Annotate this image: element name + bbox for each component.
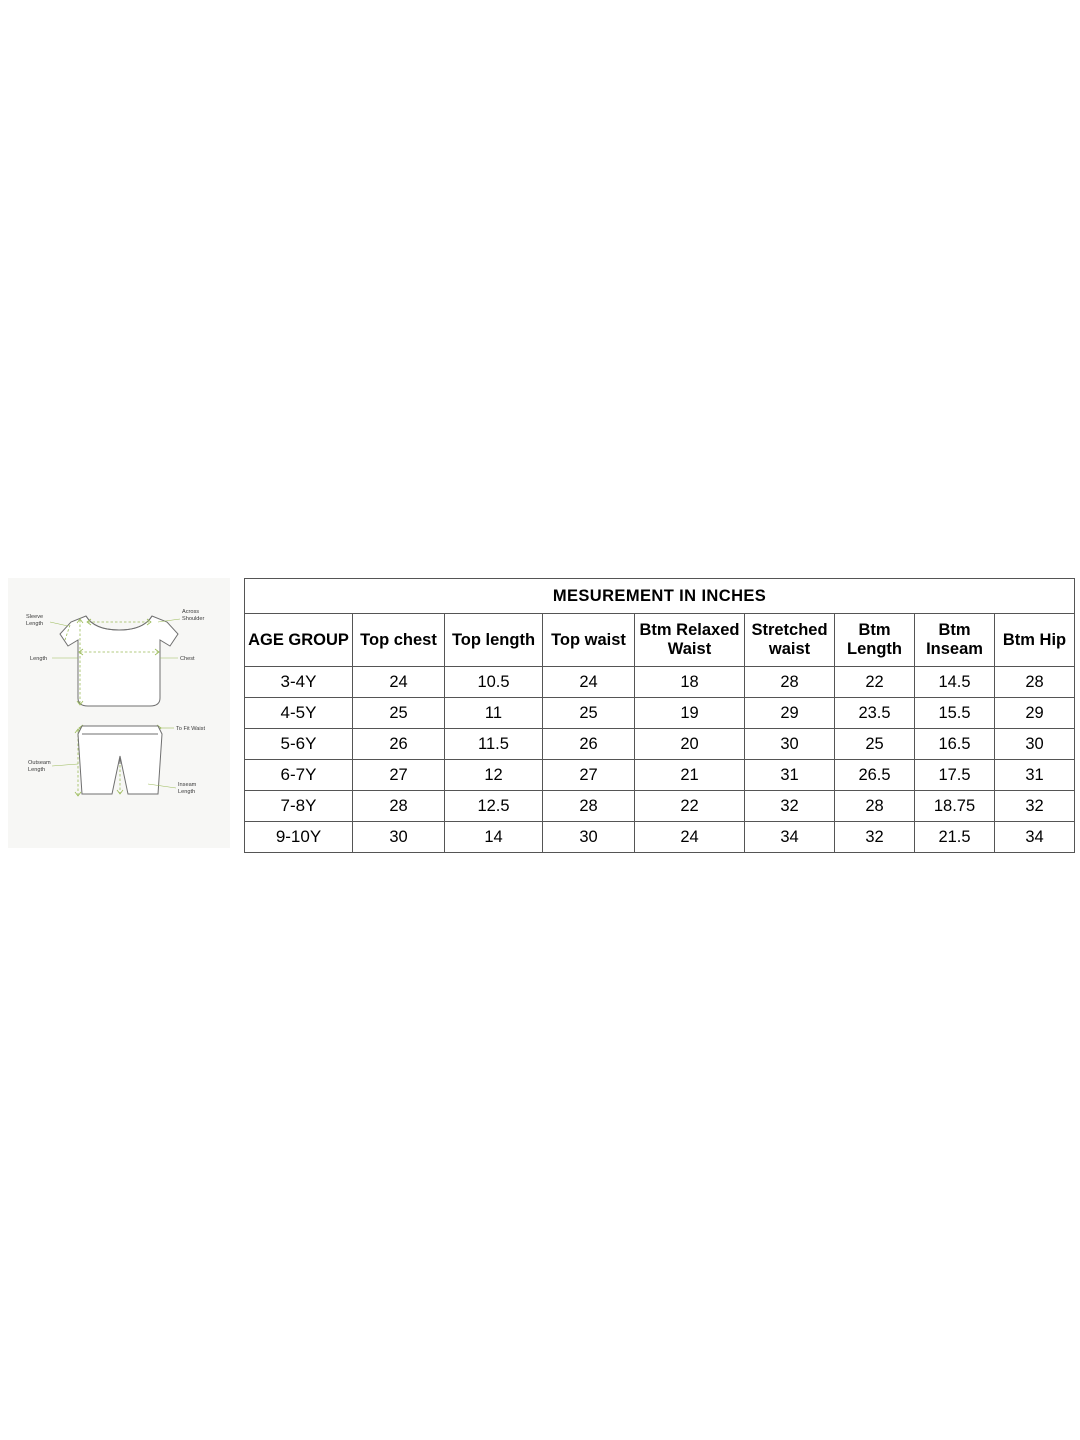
table-row (245, 729, 1075, 760)
column-header-age-group: AGE GROUP (245, 614, 353, 667)
cell-top-length: 14 (445, 822, 543, 853)
label-outseam-length: Outseam (28, 760, 51, 766)
cell-btm-inseam: 15.5 (915, 698, 995, 729)
cell-stretched-waist: 34 (745, 822, 835, 853)
cell-top-chest: 26 (353, 729, 445, 760)
cell-top-length: 12 (445, 760, 543, 791)
cell-age-group: 4-5Y (245, 698, 353, 729)
cell-btm-relaxed-waist: 18 (635, 667, 745, 698)
cell-age-group: 5-6Y (245, 729, 353, 760)
cell-top-chest: 24 (353, 667, 445, 698)
cell-btm-hip: 30 (995, 729, 1075, 760)
table-row (245, 760, 1075, 791)
table-title: MESUREMENT IN INCHES (245, 579, 1075, 614)
cell-top-chest: 27 (353, 760, 445, 791)
label-inseam-length-2: Length (178, 789, 196, 795)
table-header-row (245, 614, 1075, 667)
cell-top-waist: 30 (543, 822, 635, 853)
column-header-stretched-waist: Stretched waist (745, 614, 835, 667)
cell-btm-hip: 28 (995, 667, 1075, 698)
cell-top-waist: 25 (543, 698, 635, 729)
column-header-top-waist: Top waist (543, 614, 635, 667)
cell-top-waist: 26 (543, 729, 635, 760)
label-to-fit-waist: To Fit Waist (176, 726, 206, 732)
measurement-table-panel (244, 578, 1075, 853)
table-row (245, 667, 1075, 698)
column-header-btm-length: Btm Length (835, 614, 915, 667)
cell-top-waist: 24 (543, 667, 635, 698)
cell-age-group: 9-10Y (245, 822, 353, 853)
cell-top-length: 11.5 (445, 729, 543, 760)
cell-stretched-waist: 28 (745, 667, 835, 698)
cell-btm-relaxed-waist: 22 (635, 791, 745, 822)
cell-btm-length: 26.5 (835, 760, 915, 791)
cell-btm-hip: 31 (995, 760, 1075, 791)
cell-top-length: 11 (445, 698, 543, 729)
cell-top-waist: 28 (543, 791, 635, 822)
cell-age-group: 3-4Y (245, 667, 353, 698)
cell-top-chest: 25 (353, 698, 445, 729)
column-header-top-length: Top length (445, 614, 543, 667)
cell-age-group: 6-7Y (245, 760, 353, 791)
cell-btm-inseam: 18.75 (915, 791, 995, 822)
cell-btm-relaxed-waist: 24 (635, 822, 745, 853)
cell-stretched-waist: 30 (745, 729, 835, 760)
cell-stretched-waist: 31 (745, 760, 835, 791)
label-outseam-length-2: Length (28, 767, 46, 773)
table-row (245, 698, 1075, 729)
cell-btm-hip: 29 (995, 698, 1075, 729)
label-across-shoulder: Across (182, 609, 200, 615)
cell-btm-length: 32 (835, 822, 915, 853)
cell-top-chest: 28 (353, 791, 445, 822)
cell-btm-inseam: 17.5 (915, 760, 995, 791)
cell-top-waist: 27 (543, 760, 635, 791)
label-length: Length (30, 656, 48, 662)
cell-btm-length: 28 (835, 791, 915, 822)
column-header-btm-hip: Btm Hip (995, 614, 1075, 667)
cell-btm-inseam: 16.5 (915, 729, 995, 760)
cell-age-group: 7-8Y (245, 791, 353, 822)
label-sleeve-length: Sleeve (26, 614, 44, 620)
label-chest: Chest (180, 656, 195, 662)
size-chart (8, 578, 1072, 853)
cell-btm-relaxed-waist: 20 (635, 729, 745, 760)
cell-top-length: 10.5 (445, 667, 543, 698)
garment-diagram-svg (8, 578, 230, 848)
table-title-row (245, 579, 1075, 614)
cell-btm-relaxed-waist: 19 (635, 698, 745, 729)
table-row (245, 791, 1075, 822)
cell-btm-length: 23.5 (835, 698, 915, 729)
cell-btm-inseam: 21.5 (915, 822, 995, 853)
cell-top-chest: 30 (353, 822, 445, 853)
cell-btm-relaxed-waist: 21 (635, 760, 745, 791)
measurement-diagram (8, 578, 230, 848)
column-header-btm-inseam: Btm Inseam (915, 614, 995, 667)
cell-stretched-waist: 32 (745, 791, 835, 822)
cell-btm-hip: 32 (995, 791, 1075, 822)
table-row (245, 822, 1075, 853)
label-across-shoulder-2: Shoulder (182, 616, 205, 622)
cell-top-length: 12.5 (445, 791, 543, 822)
column-header-btm-relaxed-waist: Btm Relaxed Waist (635, 614, 745, 667)
cell-btm-inseam: 14.5 (915, 667, 995, 698)
column-header-top-chest: Top chest (353, 614, 445, 667)
label-inseam-length: Inseam (178, 782, 197, 788)
cell-btm-length: 25 (835, 729, 915, 760)
cell-btm-hip: 34 (995, 822, 1075, 853)
tshirt-outline (60, 616, 178, 706)
cell-btm-length: 22 (835, 667, 915, 698)
label-sleeve-length-2: Length (26, 621, 44, 627)
measurement-table (244, 578, 1075, 853)
cell-stretched-waist: 29 (745, 698, 835, 729)
